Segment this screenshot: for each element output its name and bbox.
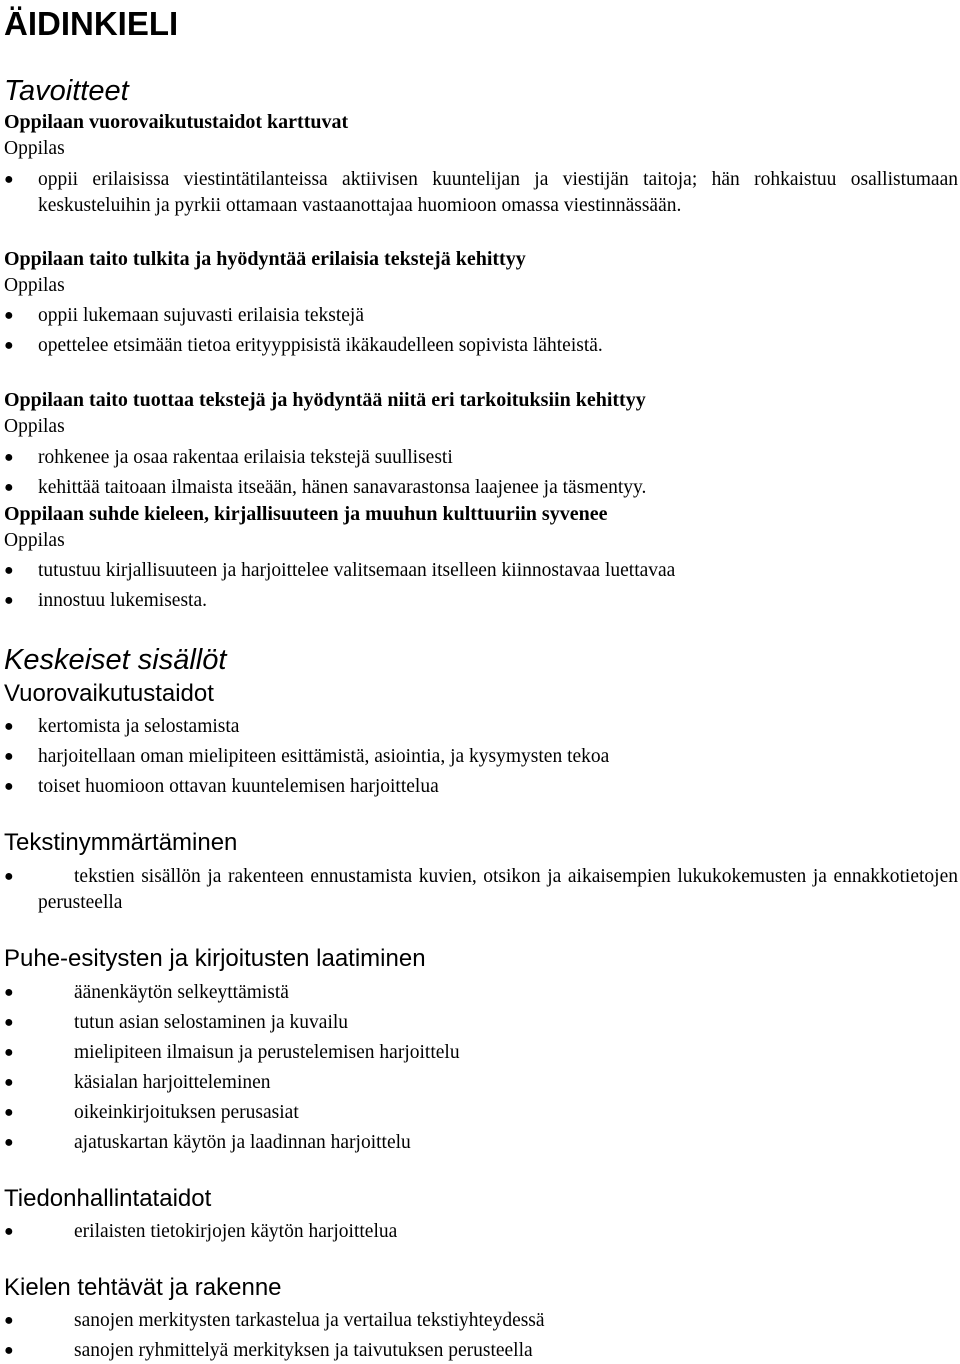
content-section-title: Vuorovaikutustaidot: [4, 680, 214, 707]
bullet-icon: ●: [4, 562, 14, 579]
bullet-icon: ●: [4, 778, 14, 795]
bullet-icon: ●: [4, 1014, 14, 1031]
bullet-icon: ●: [4, 171, 14, 188]
goal-item: tutustuu kirjallisuuteen ja harjoittelee valitsemaan itselleen kiinnostavaa luettavaa: [38, 560, 676, 581]
bullet-icon: ●: [4, 868, 14, 885]
goal-subject: Oppilas: [4, 416, 65, 437]
content-item: toiset huomioon ottavan kuuntelemisen harjoittelua: [38, 776, 439, 797]
bullet-icon: ●: [4, 307, 14, 324]
goal-item: oppii lukemaan sujuvasti erilaisia tekstejä: [38, 305, 364, 326]
bullet-icon: ●: [4, 1342, 14, 1359]
goal-title: Oppilaan suhde kieleen, kirjallisuuteen ja muuhun kulttuuriin syvenee: [4, 503, 608, 525]
goal-subject: Oppilas: [4, 530, 65, 551]
content-item: oikeinkirjoituksen perusasiat: [74, 1102, 299, 1123]
goal-item: rohkenee ja osaa rakentaa erilaisia tekstejä suullisesti: [38, 447, 453, 468]
content-item: sanojen merkitysten tarkastelua ja vertailua tekstiyhteydessä: [74, 1310, 545, 1331]
bullet-icon: ●: [4, 1074, 14, 1091]
bullet-icon: ●: [4, 984, 14, 1001]
content-item: sanojen ryhmittelyä merkityksen ja taivutuksen perusteella: [74, 1340, 533, 1361]
content-section-title: Kielen tehtävät ja rakenne: [4, 1274, 282, 1301]
content-item: äänenkäytön selkeyttämistä: [74, 982, 289, 1003]
goal-item: oppii erilaisissa viestintätilanteissa aktiivisen kuuntelijan ja viestijän taitoja; hän rohkaistuu osallistumaan keskusteluihin ja pyrkii ottamaan vastaanottajaa huomioon omassa viestinnässään.: [38, 169, 958, 216]
goal-item: opettelee etsimään tietoa erityyppisistä ikäkaudelleen sopivista lähteistä.: [38, 335, 603, 356]
content-item: erilaisten tietokirjojen käytön harjoittelua: [74, 1221, 398, 1242]
document-title: ÄIDINKIELI: [4, 5, 179, 42]
content-item: mielipiteen ilmaisun ja perustelemisen harjoittelu: [74, 1042, 460, 1063]
section-heading-sisallot: Keskeiset sisällöt: [4, 644, 227, 676]
goal-subject: Oppilas: [4, 138, 65, 159]
bullet-icon: ●: [4, 1104, 14, 1121]
goal-title: Oppilaan vuorovaikutustaidot karttuvat: [4, 111, 349, 133]
bullet-icon: ●: [4, 1134, 14, 1151]
bullet-icon: ●: [4, 449, 14, 466]
goal-subject: Oppilas: [4, 275, 65, 296]
content-item: tekstien sisällön ja rakenteen ennustamista kuvien, otsikon ja aikaisempien lukukokemusten ja ennakkotietojen perusteella: [38, 866, 958, 913]
bullet-icon: ●: [4, 479, 14, 496]
content-section-title: Puhe-esitysten ja kirjoitusten laatiminen: [4, 945, 426, 972]
content-item: kertomista ja selostamista: [38, 716, 240, 737]
bullet-icon: ●: [4, 1044, 14, 1061]
bullet-icon: ●: [4, 748, 14, 765]
content-item: harjoitellaan oman mielipiteen esittämistä, asiointia, ja kysymysten tekoa: [38, 746, 610, 767]
content-item: ajatuskartan käytön ja laadinnan harjoittelu: [74, 1132, 411, 1153]
bullet-icon: ●: [4, 718, 14, 735]
bullet-icon: ●: [4, 337, 14, 354]
bullet-icon: ●: [4, 1223, 14, 1240]
goal-title: Oppilaan taito tuottaa tekstejä ja hyödyntää niitä eri tarkoituksiin kehittyy: [4, 389, 646, 411]
bullet-icon: ●: [4, 1312, 14, 1329]
bullet-icon: ●: [4, 592, 14, 609]
content-item: käsialan harjoitteleminen: [74, 1072, 271, 1093]
content-section-title: Tiedonhallintataidot: [4, 1185, 212, 1212]
section-heading-tavoitteet: Tavoitteet: [4, 75, 129, 107]
goal-item: kehittää taitoaan ilmaista itseään, hänen sanavarastonsa laajenee ja täsmentyy.: [38, 477, 647, 498]
content-item: tutun asian selostaminen ja kuvailu: [74, 1012, 349, 1033]
goal-item: innostuu lukemisesta.: [38, 590, 207, 611]
content-section-title: Tekstinymmärtäminen: [4, 829, 238, 856]
goal-title: Oppilaan taito tulkita ja hyödyntää erilaisia tekstejä kehittyy: [4, 248, 526, 270]
